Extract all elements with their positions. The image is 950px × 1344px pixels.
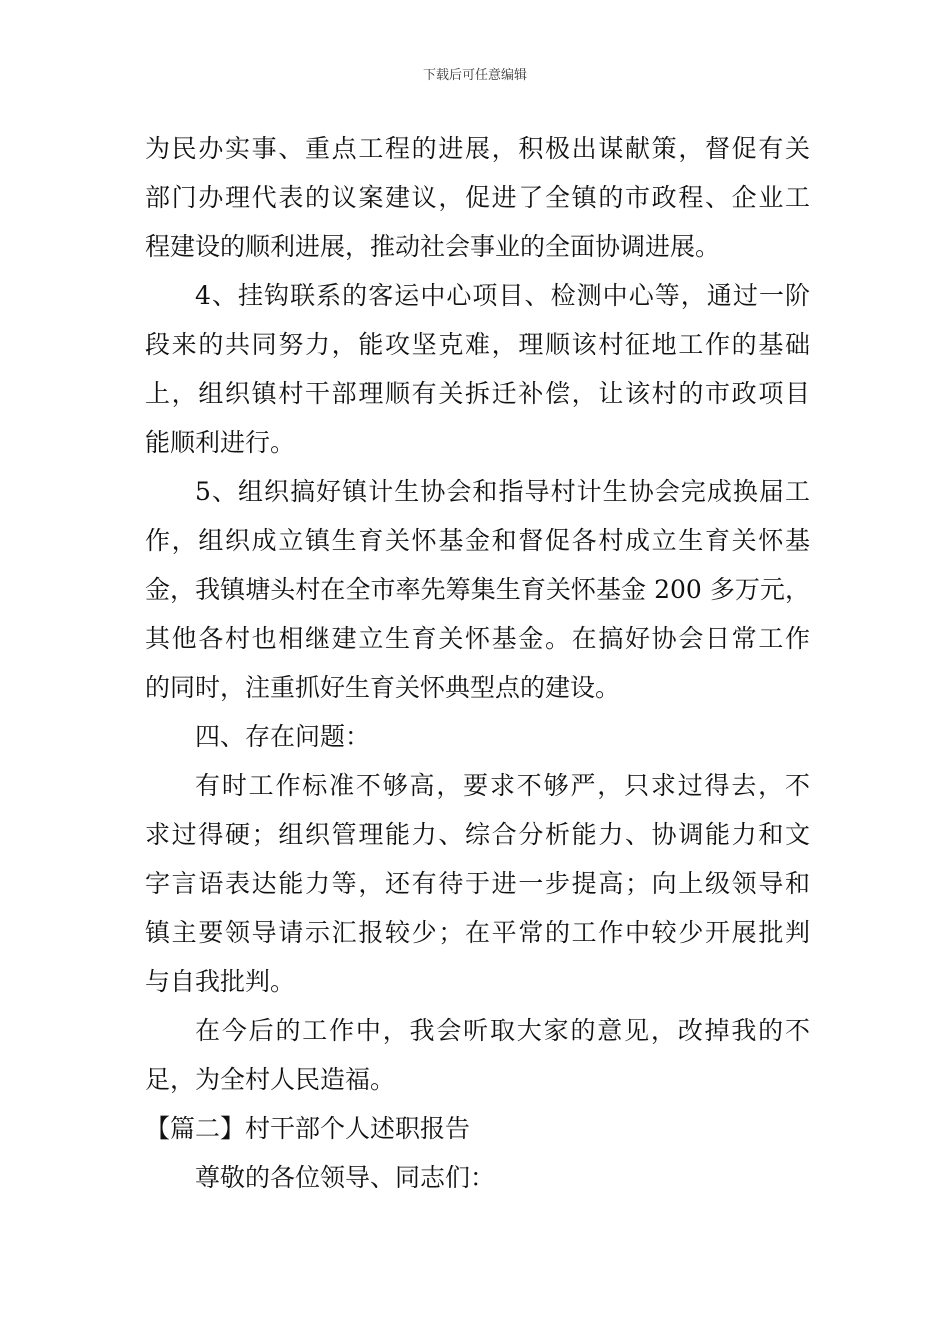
text-line: 足，为全村人民造福。 [145, 1065, 396, 1094]
text-line: 5、组织搞好镇计生协会和指导村计生协会完成换届工 [195, 477, 810, 506]
text-line: 求过得硬；组织管理能力、综合分析能力、协调能力和文 [145, 820, 810, 849]
document-body [145, 124, 810, 1202]
text-line: 其他各村也相继建立生育关怀基金。在搞好协会日常工作 [145, 624, 810, 653]
text-line: 4、挂钩联系的客运中心项目、检测中心等，通过一阶 [195, 281, 810, 310]
text-line: 为民办实事、重点工程的进展，积极出谋献策，督促有关 [145, 134, 810, 163]
text-line: 尊敬的各位领导、同志们： [195, 1163, 496, 1192]
section-title-part-two [145, 1104, 810, 1153]
section-title: 【篇二】村干部个人述职报告 [145, 1114, 471, 1143]
text-line: 作，组织成立镇生育关怀基金和督促各村成立生育关怀基 [145, 526, 810, 555]
text-line: 能顺利进行。 [145, 428, 296, 457]
paragraph-closing [145, 1006, 810, 1104]
paragraph-item-5 [145, 467, 810, 712]
text-line: 的同时，注重抓好生育关怀典型点的建设。 [145, 673, 621, 702]
paragraph-continuation [145, 124, 810, 271]
salutation [145, 1153, 810, 1202]
text-line: 字言语表达能力等，还有待于进一步提高；向上级领导和 [145, 869, 810, 898]
text-line: 在今后的工作中，我会听取大家的意见，改掉我的不 [195, 1016, 810, 1045]
text-line: 上，组织镇村干部理顺有关拆迁补偿，让该村的市政项目 [145, 379, 810, 408]
text-line: 有时工作标准不够高，要求不够严，只求过得去，不 [195, 771, 810, 800]
text-line: 程建设的顺利进展，推动社会事业的全面协调进展。 [145, 232, 721, 261]
page-header: 下载后可任意编辑 [422, 68, 527, 83]
text-line: 金，我镇塘头村在全市率先筹集生育关怀基金 200 多万元， [145, 575, 810, 604]
text-line: 部门办理代表的议案建议，促进了全镇的市政程、企业工 [145, 183, 810, 212]
text-line: 段来的共同努力，能攻坚克难，理顺该村征地工作的基础 [145, 330, 810, 359]
text-line: 镇主要领导请示汇报较少；在平常的工作中较少开展批判 [145, 918, 810, 947]
text-line: 与自我批判。 [145, 967, 296, 996]
paragraph-item-4 [145, 271, 810, 467]
section-heading: 四、存在问题： [195, 722, 371, 751]
section-heading-problems [145, 712, 810, 761]
paragraph-problems [145, 761, 810, 1006]
